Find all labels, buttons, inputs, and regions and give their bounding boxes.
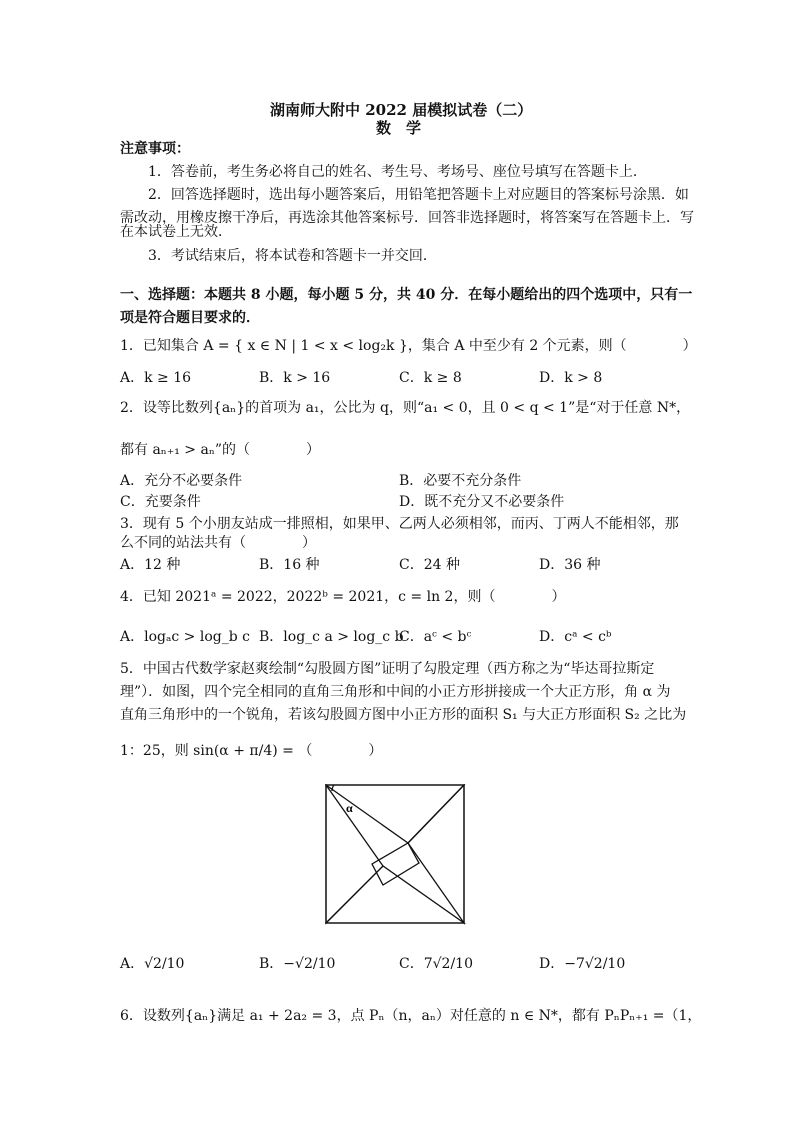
subject-title: 数 学 bbox=[376, 119, 422, 137]
triangle-right bbox=[408, 785, 464, 923]
q5-option-c: C．7√2/10 bbox=[399, 956, 473, 972]
q2-option-c: C．充要条件 bbox=[120, 494, 201, 510]
notice-item-1: 1．答卷前，考生务必将自己的姓名、考生号、考场号、座位号填写在答题卡上． bbox=[148, 164, 647, 180]
notice-item-2c: 在本试卷上无效． bbox=[120, 224, 232, 240]
q2-option-b: B．必要不充分条件 bbox=[399, 473, 522, 489]
inner-square bbox=[372, 843, 419, 885]
q5-line-1: 5．中国古代数学家赵爽绘制“勾股圆方图”证明了勾股定理（西方称之为“毕达哥拉斯定 bbox=[120, 661, 655, 677]
q6-stem: 6．设数列{aₙ}满足 a₁ + 2a₂ = 3，点 Pₙ（n，aₙ）对任意的 n ∈ N*，都有 PₙPₙ₊₁ =（1， bbox=[120, 1008, 702, 1024]
q1-option-b: B．k > 16 bbox=[259, 370, 331, 386]
q5-line-4: 1：25，则 sin(α + π/4) = （ ） bbox=[120, 743, 383, 759]
q5-line-3: 直角三角形中的一个锐角，若该勾股圆方图中小正方形的面积 S₁ 与大正方形面积 S₂ 之比为 bbox=[120, 707, 687, 723]
alpha-label: α bbox=[346, 801, 353, 815]
q2-option-d: D．既不充分又不必要条件 bbox=[399, 494, 565, 510]
section-heading-a: 一、选择题：本题共 8 小题，每小题 5 分，共 40 分．在每小题给出的四个选项中，只有一 bbox=[120, 287, 693, 303]
notice-item-3: 3．考试结束后，将本试卷和答题卡一并交回． bbox=[148, 248, 437, 264]
q4-option-a: A．logₐc > log_b c bbox=[120, 629, 250, 645]
q3-stem: 3．现有 5 个小朋友站成一排照相，如果甲、乙两人必须相邻，而丙、丁两人不能相邻，那 bbox=[120, 516, 679, 532]
q1-option-c: C．k ≥ 8 bbox=[399, 370, 462, 386]
q5-option-d: D．−7√2/10 bbox=[539, 956, 626, 972]
section-heading-b: 项是符合题目要求的． bbox=[120, 310, 260, 326]
q1-stem: 1．已知集合 A = { x ∈ N | 1 < x < log₂k }，集合 A 中至少有 2 个元素，则（ ） bbox=[120, 338, 697, 354]
q3-stem-2: 么不同的站法共有（ ） bbox=[120, 535, 316, 551]
q1-option-a: A．k ≥ 16 bbox=[120, 370, 192, 386]
notice-item-2b: 需改动，用橡皮擦干净后，再选涂其他答案标号．回答非选择题时，将答案写在答题卡上．写 bbox=[120, 210, 694, 226]
q5-line-2: 理”）．如图，四个完全相同的直角三角形和中间的小正方形拼接成一个大正方形，角 α 为 bbox=[120, 684, 671, 700]
notice-item-2a: 2．回答选择题时，选出每小题答案后，用铅笔把答题卡上对应题目的答案标号涂黑．如 bbox=[148, 187, 689, 203]
q2-stem: 2．设等比数列{aₙ}的首项为 a₁，公比为 q，则“a₁ < 0，且 0 < q < 1”是“对于任意 N*， bbox=[120, 400, 691, 416]
q4-option-c: C．aᶜ < bᶜ bbox=[399, 629, 472, 645]
q5-option-a: A．√2/10 bbox=[120, 956, 185, 972]
q2-stem-2: 都有 aₙ₊₁ > aₙ”的（ ） bbox=[120, 442, 321, 458]
q5-option-b: B．−√2/10 bbox=[259, 956, 336, 972]
q3-option-d: D．36 种 bbox=[539, 557, 601, 573]
notice-heading: 注意事项： bbox=[120, 141, 190, 157]
q3-option-c: C．24 种 bbox=[399, 557, 460, 573]
q1-option-d: D．k > 8 bbox=[539, 370, 603, 386]
pythagorean-square-figure bbox=[325, 784, 467, 926]
q4-stem: 4．已知 2021ᵃ = 2022，2022ᵇ = 2021，c = ln 2，则（ ） bbox=[120, 589, 566, 605]
q4-option-d: D．cᵃ < cᵇ bbox=[539, 629, 612, 645]
q4-option-b: B．log_c a > log_c b bbox=[259, 629, 404, 645]
q2-option-a: A．充分不必要条件 bbox=[120, 473, 243, 489]
q3-option-b: B．16 种 bbox=[259, 557, 320, 573]
q3-option-a: A．12 种 bbox=[120, 557, 181, 573]
exam-title: 湖南师大附中 2022 届模拟试卷（二） bbox=[270, 101, 533, 119]
